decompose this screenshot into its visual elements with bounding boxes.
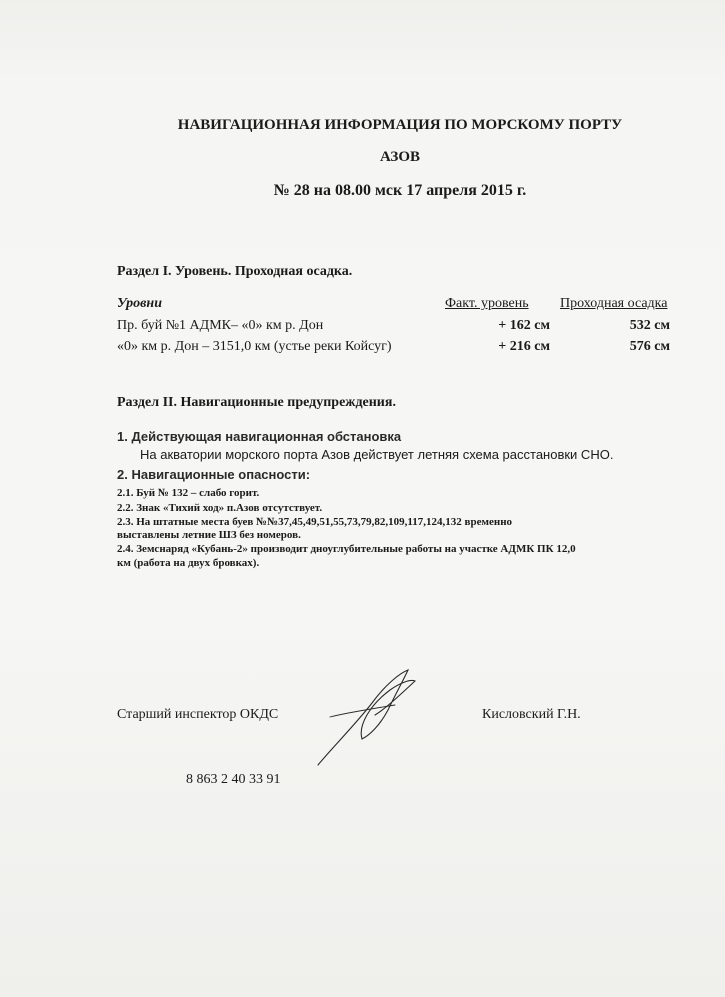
issue-line: № 28 на 08.00 мск 17 апреля 2015 г. <box>273 182 527 199</box>
list-item: выставлены летние ШЗ без номеров. <box>117 529 301 541</box>
document-title: НАВИГАЦИОННАЯ ИНФОРМАЦИЯ ПО МОРСКОМУ ПОРТУ <box>177 117 623 133</box>
row-level: + 216 см <box>498 339 550 354</box>
section-2-title: Раздел II. Навигационные предупреждения. <box>117 395 396 410</box>
sub2-title: 2. Навигационные опасности: <box>117 467 311 482</box>
col-header-levels: Уровни <box>117 296 162 311</box>
signer-name: Кисловский Г.Н. <box>482 707 581 722</box>
row-level: + 162 см <box>498 318 550 333</box>
row-draft: 532 см <box>629 318 670 333</box>
row-location: Пр. буй №1 АДМК– «0» км р. Дон <box>117 318 324 333</box>
col-header-draft: Проходная осадка <box>560 296 668 311</box>
row-draft: 576 см <box>629 339 670 354</box>
signer-position: Старший инспектор ОКДС <box>117 707 279 722</box>
sub1-title: 1. Действующая навигационная обстановка <box>117 429 402 444</box>
list-item: км (работа на двух бровках). <box>117 557 260 569</box>
port-name: АЗОВ <box>379 149 421 165</box>
section-1-title: Раздел I. Уровень. Проходная осадка. <box>117 264 353 279</box>
phone-number: 8 863 2 40 33 91 <box>186 772 281 787</box>
handwritten-signature <box>300 665 420 775</box>
list-item: 2.1. Буй № 132 – слабо горит. <box>117 487 260 499</box>
list-item: 2.4. Земснаряд «Кубань-2» производит дноуглубительные работы на участке АДМК ПК 12,0 <box>117 543 576 555</box>
row-location: «0» км р. Дон – 3151,0 км (устье реки Койсуг) <box>117 339 392 354</box>
list-item: 2.3. На штатные места буев №№37,45,49,51,55,73,79,82,109,117,124,132 временно <box>117 516 513 528</box>
sub1-text: На акватории морского порта Азов действует летняя схема расстановки СНО. <box>140 447 614 462</box>
col-header-actual-level: Факт. уровень <box>445 296 529 311</box>
list-item: 2.2. Знак «Тихий ход» п.Азов отсутствует. <box>117 502 323 514</box>
